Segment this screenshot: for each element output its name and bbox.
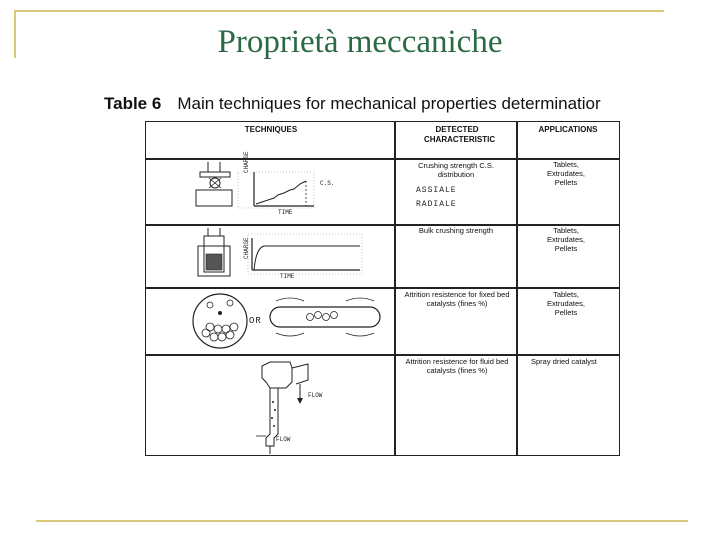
row2-applications: Tablets, Extrudates, Pellets bbox=[547, 226, 585, 253]
table-number: Table 6 bbox=[104, 94, 162, 113]
row2-x-label: TIME bbox=[280, 273, 295, 280]
row3-or-label: OR bbox=[249, 316, 262, 326]
row2-y-label: CHARGE bbox=[243, 237, 250, 259]
header-applications: APPLICATIONS bbox=[538, 125, 598, 134]
attrition-fluid-bed-diagram bbox=[226, 358, 386, 454]
row3-characteristic: Attrition resistence for fixed bed catalysts (fines %) bbox=[404, 290, 510, 308]
column-divider bbox=[516, 122, 518, 455]
header-detected-characteristic: DETECTED CHARACTERISTIC bbox=[424, 125, 496, 144]
slide-title: Proprietà meccaniche bbox=[217, 24, 503, 60]
top-decorative-rule bbox=[14, 10, 664, 12]
row1-characteristic: Crushing strength C.S. distribution bbox=[418, 161, 494, 179]
row1-annotation-radial: RADIALE bbox=[416, 200, 457, 209]
bottom-decorative-rule bbox=[36, 520, 688, 522]
row1-y-label: CHARGE bbox=[243, 151, 250, 173]
row4-flow-in-label: FLOW bbox=[276, 436, 291, 443]
column-divider bbox=[394, 122, 396, 455]
row1-cs-marker: C.S. bbox=[320, 180, 335, 187]
row1-applications: Tablets, Extrudates, Pellets bbox=[547, 160, 585, 187]
row1-annotation-axial: ASSIALE bbox=[416, 186, 457, 195]
header-techniques: TECHNIQUES bbox=[244, 125, 298, 134]
row4-applications: Spray dried catalyst bbox=[531, 357, 597, 366]
row-divider bbox=[146, 354, 619, 356]
attrition-fixed-bed-diagram bbox=[190, 289, 390, 353]
row4-characteristic: Attrition resistence for fluid bed catalysts (fines %) bbox=[405, 357, 509, 375]
table-caption-text: Main techniques for mechanical properties determinatior bbox=[177, 94, 601, 113]
row4-flow-out-label: FLOW bbox=[308, 392, 323, 399]
row3-applications: Tablets, Extrudates, Pellets bbox=[547, 290, 585, 317]
row2-characteristic: Bulk crushing strength bbox=[418, 226, 494, 235]
table-caption bbox=[104, 94, 601, 114]
row1-x-label: TIME bbox=[278, 209, 293, 216]
scanned-table bbox=[145, 121, 620, 456]
